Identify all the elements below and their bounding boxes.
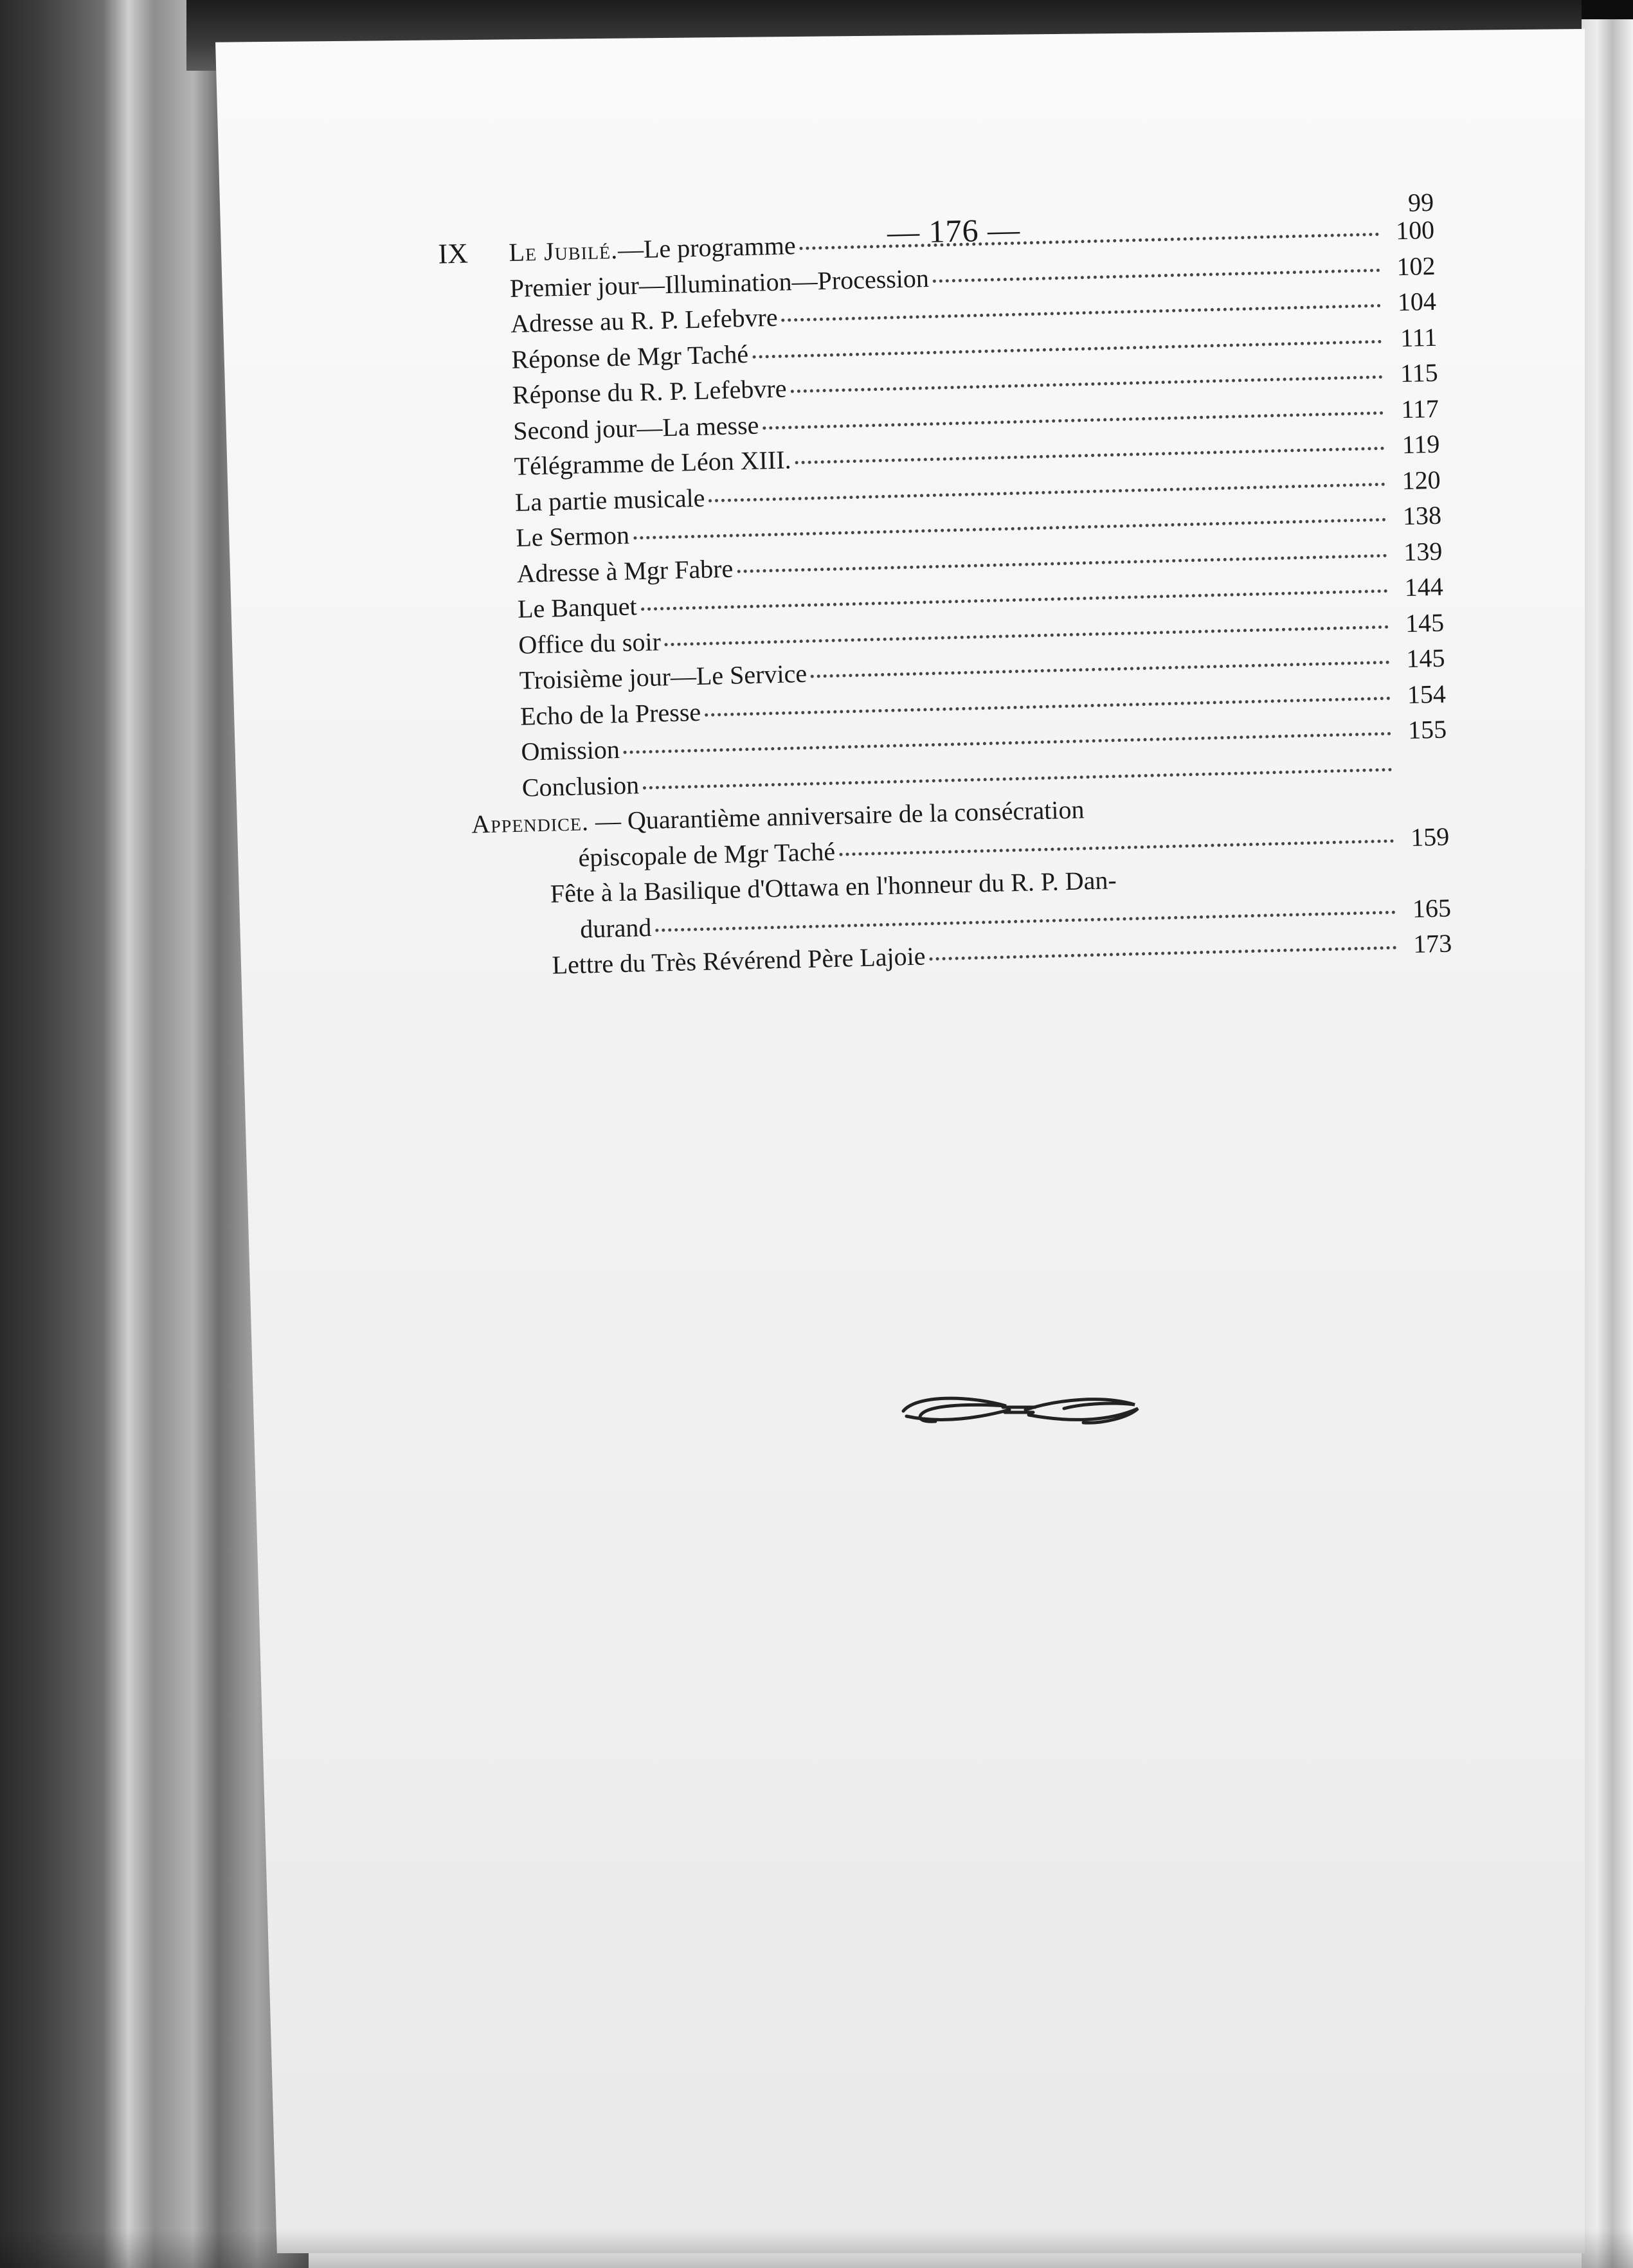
toc-title: durand bbox=[579, 912, 652, 944]
toc-page-ref: 100 bbox=[1395, 215, 1435, 246]
toc-page-ref: 111 bbox=[1400, 322, 1438, 352]
toc-title: épiscopale de Mgr Taché bbox=[578, 836, 836, 872]
dot-leaders bbox=[655, 910, 1396, 932]
toc-page-ref: 139 bbox=[1403, 536, 1443, 566]
dot-leaders bbox=[795, 447, 1384, 464]
chapter-numeral: IX bbox=[437, 237, 469, 270]
toc-title: Echo de la Presse bbox=[519, 697, 701, 731]
dot-leaders bbox=[933, 268, 1380, 282]
dot-leaders bbox=[643, 768, 1393, 789]
scan-shadow-bottom bbox=[0, 2229, 1633, 2268]
toc-title: Conclusion bbox=[521, 770, 640, 802]
toc-title: Lettre du Très Révérend Père Lajoie bbox=[552, 941, 926, 980]
dot-leaders bbox=[665, 625, 1389, 646]
scan-corner bbox=[1582, 0, 1633, 19]
toc-title: Omission bbox=[520, 735, 620, 766]
toc-page-ref: 145 bbox=[1405, 608, 1445, 638]
toc-page-ref: 102 bbox=[1396, 251, 1436, 281]
toc-page-ref: 99 bbox=[1407, 187, 1434, 217]
dot-leaders bbox=[929, 946, 1396, 961]
dot-leaders bbox=[737, 554, 1387, 573]
dot-leaders bbox=[752, 339, 1382, 358]
dot-leaders bbox=[762, 411, 1384, 429]
toc-title: Troisième jour—Le Service bbox=[519, 658, 807, 695]
toc-page-ref: 159 bbox=[1410, 822, 1450, 852]
toc-title: La partie musicale bbox=[514, 483, 705, 517]
facing-page-edge bbox=[1582, 0, 1633, 2268]
appendix-heading: Appendice. bbox=[471, 807, 590, 839]
toc-page-ref: 145 bbox=[1405, 643, 1445, 674]
toc-title-text: —Le programme bbox=[617, 231, 797, 264]
toc-title: Le Sermon bbox=[515, 520, 630, 552]
toc-page-ref: 154 bbox=[1407, 679, 1447, 709]
toc-title: Office du soir bbox=[518, 626, 662, 660]
toc-title: Second jour—La messe bbox=[512, 410, 759, 446]
toc-title: Télégramme de Léon XIII. bbox=[514, 445, 791, 481]
toc-title: Réponse du R. P. Lefebvre bbox=[512, 374, 787, 410]
toc-page-ref: 120 bbox=[1402, 465, 1441, 495]
toc-title: Fête à la Basilique d'Ottawa en l'honneur du R. P. Dan- bbox=[550, 865, 1117, 908]
toc-title: Adresse à Mgr Fabre bbox=[516, 554, 734, 588]
dot-leaders bbox=[800, 233, 1380, 250]
page-number: — 176 — bbox=[887, 211, 1021, 251]
toc-title: Adresse au R. P. Lefebvre bbox=[510, 302, 779, 338]
dot-leaders bbox=[705, 696, 1391, 716]
toc-page-ref: 115 bbox=[1400, 357, 1439, 388]
toc-page-ref: 104 bbox=[1397, 286, 1437, 317]
toc-title: Le Banquet bbox=[517, 591, 638, 624]
dot-leaders bbox=[633, 518, 1386, 540]
toc-title: Premier jour—Illumination—Procession bbox=[509, 263, 930, 303]
toc-page-ref: 119 bbox=[1402, 429, 1440, 460]
toc-title: Réponse de Mgr Taché bbox=[511, 339, 749, 374]
toc-page-ref: 155 bbox=[1407, 714, 1447, 745]
toc-page-ref: 117 bbox=[1400, 393, 1439, 424]
toc-page-ref: 144 bbox=[1404, 572, 1444, 602]
dot-leaders bbox=[782, 304, 1381, 322]
dot-leaders bbox=[790, 375, 1382, 393]
dot-leaders bbox=[811, 661, 1390, 678]
toc-page-ref bbox=[1396, 773, 1448, 775]
table-of-contents bbox=[437, 187, 1452, 984]
chapter-heading: Le Jubilé. bbox=[508, 235, 618, 267]
dot-leaders bbox=[641, 590, 1388, 611]
toc-page-ref: 165 bbox=[1412, 892, 1452, 923]
scroll-flourish-ornament-icon bbox=[890, 1385, 1148, 1430]
toc-page-ref: 173 bbox=[1412, 928, 1452, 959]
dot-leaders bbox=[839, 839, 1394, 856]
toc-page-ref: 138 bbox=[1402, 500, 1442, 531]
toc-title-text: — Quarantième anniversaire de la consécration bbox=[595, 795, 1085, 836]
dot-leaders bbox=[708, 482, 1385, 502]
